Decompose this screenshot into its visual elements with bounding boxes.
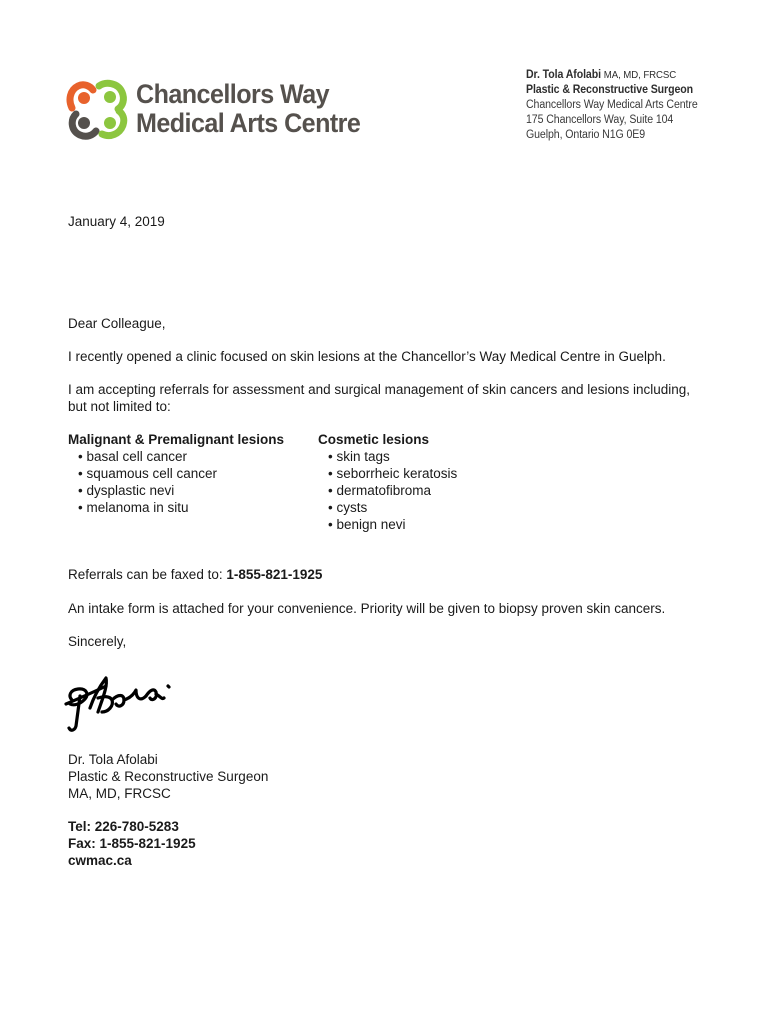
address-clinic: Chancellors Way Medical Arts Centre bbox=[526, 99, 698, 111]
column-heading: Malignant & Premalignant lesions bbox=[68, 432, 285, 447]
lesion-column-malignant bbox=[68, 431, 284, 516]
column-heading: Cosmetic lesions bbox=[318, 432, 430, 447]
list-item: • basal cell cancer bbox=[78, 448, 284, 465]
lesion-list bbox=[68, 448, 284, 516]
fax-number: 1-855-821-1925 bbox=[226, 567, 323, 582]
clinic-logo-mark-icon bbox=[66, 78, 128, 140]
signer-block bbox=[68, 751, 268, 802]
clinic-logo bbox=[66, 78, 386, 144]
contact-fax: Fax: 1-855-821-1925 bbox=[68, 836, 196, 851]
list-item: • melanoma in situ bbox=[78, 499, 284, 516]
address-name-line bbox=[526, 68, 698, 83]
letter-closing: Sincerely, bbox=[68, 634, 127, 649]
signer-name: Dr. Tola Afolabi bbox=[68, 752, 158, 767]
letterhead-address bbox=[526, 68, 698, 143]
signer-title: Plastic & Reconstructive Surgeon bbox=[68, 769, 269, 784]
list-item: • skin tags bbox=[328, 448, 457, 465]
clinic-logo-wordmark bbox=[136, 80, 360, 138]
fax-label: Referrals can be faxed to: bbox=[68, 567, 227, 582]
address-credentials: MA, MD, FRCSC bbox=[603, 69, 677, 81]
list-item: • dysplastic nevi bbox=[78, 482, 284, 499]
letter-date: January 4, 2019 bbox=[68, 214, 165, 229]
contact-web: cwmac.ca bbox=[68, 853, 132, 868]
letter-paragraph-1: I recently opened a clinic focused on skin lesions at the Chancellor’s Way Medical Centre in Guelph. bbox=[68, 349, 666, 364]
letter-paragraph-3: An intake form is attached for your convenience. Priority will be given to biopsy proven skin cancers. bbox=[68, 601, 666, 616]
signer-credentials: MA, MD, FRCSC bbox=[68, 786, 171, 801]
list-item: • seborrheic keratosis bbox=[328, 465, 457, 482]
address-city: Guelph, Ontario N1G 0E9 bbox=[526, 129, 646, 141]
list-item: • dermatofibroma bbox=[328, 482, 457, 499]
contact-tel: Tel: 226-780-5283 bbox=[68, 819, 179, 834]
logo-line-1: Chancellors Way bbox=[136, 79, 330, 109]
list-item: • cysts bbox=[328, 499, 457, 516]
address-title: Plastic & Reconstructive Surgeon bbox=[526, 84, 693, 96]
contact-block bbox=[68, 818, 196, 869]
list-item: • benign nevi bbox=[328, 516, 457, 533]
list-item: • squamous cell cancer bbox=[78, 465, 284, 482]
lesion-columns bbox=[68, 431, 708, 541]
address-name: Dr. Tola Afolabi bbox=[526, 69, 601, 81]
address-street: 175 Chancellors Way, Suite 104 bbox=[526, 114, 674, 126]
letter-paragraph-2: I am accepting referrals for assessment and surgical management of skin cancers and lesions including, but not limited to: bbox=[68, 382, 691, 414]
lesion-list bbox=[318, 448, 457, 533]
handwritten-signature bbox=[60, 656, 176, 736]
logo-line-2: Medical Arts Centre bbox=[136, 108, 361, 138]
fax-referral-line bbox=[68, 566, 322, 583]
letter-greeting: Dear Colleague, bbox=[68, 316, 166, 331]
lesion-column-cosmetic bbox=[318, 431, 457, 533]
